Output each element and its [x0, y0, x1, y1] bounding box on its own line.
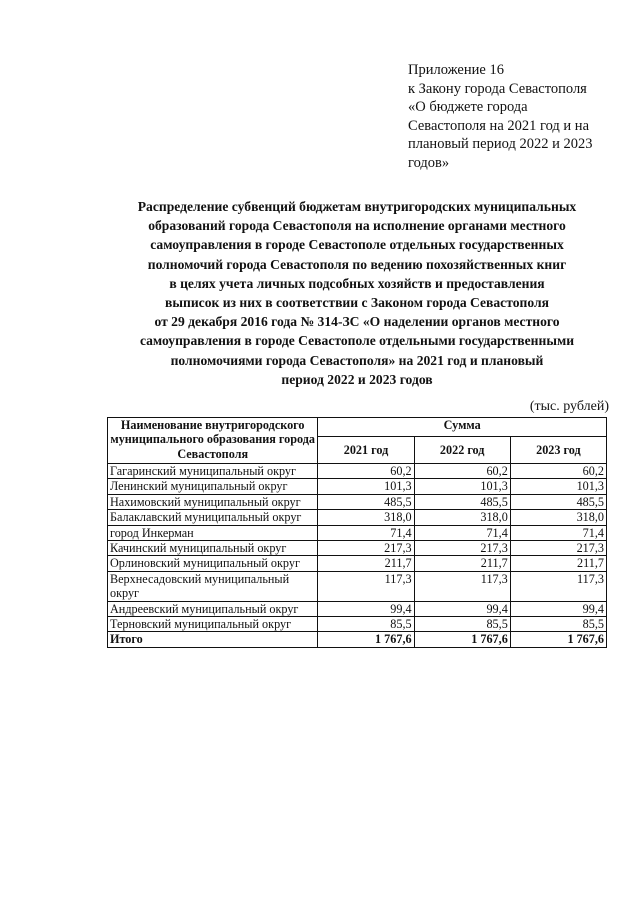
appendix-line: Севастополя на 2021 год и на	[408, 117, 590, 134]
year-header-2022: 2022 год	[414, 437, 510, 464]
value-2021: 217,3	[318, 541, 414, 556]
value-2023: 101,3	[510, 479, 606, 494]
value-2022: 318,0	[414, 510, 510, 525]
total-row	[108, 632, 607, 647]
value-2021: 211,7	[318, 556, 414, 571]
district-name: Верхнесадовский муниципальный округ	[108, 571, 318, 601]
name-column-header: Наименование внутригородского муниципального образования города Севастополя	[108, 418, 318, 464]
appendix-block	[408, 61, 628, 172]
district-name: город Инкерман	[108, 525, 318, 540]
table-row	[108, 556, 607, 571]
table-row	[108, 494, 607, 509]
table-row	[108, 541, 607, 556]
value-2023: 217,3	[510, 541, 606, 556]
table-row	[108, 571, 607, 601]
total-label: Итого	[108, 632, 318, 647]
value-2022: 217,3	[414, 541, 510, 556]
units-label: (тыс. рублей)	[529, 399, 609, 414]
subsidy-table	[107, 417, 607, 648]
year-header-2021: 2021 год	[318, 437, 414, 464]
title-line: в целях учета личных подсобных хозяйств и предоставления	[169, 275, 545, 291]
title-line: Распределение субвенций бюджетам внутригородских муниципальных	[137, 199, 577, 214]
table-row	[108, 525, 607, 540]
value-2021: 318,0	[318, 510, 414, 525]
appendix-line: к Закону города Севастополя	[408, 80, 587, 97]
value-2021: 101,3	[318, 479, 414, 494]
value-2022: 485,5	[414, 494, 510, 509]
appendix-line: плановый период 2022 и 2023	[408, 136, 593, 152]
table-header-row	[108, 418, 607, 437]
total-2021: 1 767,6	[318, 632, 414, 647]
title-line: самоуправления в городе Севастополе отдельных государственных	[150, 237, 564, 253]
value-2023: 318,0	[510, 510, 606, 525]
district-name: Андреевский муниципальный округ	[108, 601, 318, 616]
title-line: образований города Севастополя на исполнение органами местного	[148, 218, 566, 234]
district-name: Гагаринский муниципальный округ	[108, 464, 318, 479]
title-line: от 29 декабря 2016 года № 314-ЗС «О наделении органов местного	[154, 314, 560, 330]
sum-column-header: Сумма	[318, 418, 607, 437]
value-2022: 71,4	[414, 525, 510, 540]
value-2023: 85,5	[510, 617, 606, 632]
value-2022: 211,7	[414, 556, 510, 571]
value-2023: 485,5	[510, 494, 606, 509]
total-2023: 1 767,6	[510, 632, 606, 647]
district-name: Балаклавский муниципальный округ	[108, 510, 318, 525]
table-row	[108, 479, 607, 494]
value-2023: 60,2	[510, 464, 606, 479]
value-2022: 99,4	[414, 601, 510, 616]
title-line: выписок из них в соответствии с Законом города Севастополя	[165, 295, 549, 311]
document-title	[100, 197, 614, 389]
value-2021: 71,4	[318, 525, 414, 540]
district-name: Терновский муниципальный округ	[108, 617, 318, 632]
district-name: Орлиновский муниципальный округ	[108, 556, 318, 571]
value-2023: 117,3	[510, 571, 606, 601]
year-header-2023: 2023 год	[510, 437, 606, 464]
title-line: полномочий города Севастополя по ведению похозяйственных книг	[147, 256, 567, 272]
table-row	[108, 601, 607, 616]
total-2022: 1 767,6	[414, 632, 510, 647]
value-2021: 85,5	[318, 617, 414, 632]
appendix-line: годов»	[408, 154, 450, 171]
value-2021: 117,3	[318, 571, 414, 601]
district-name: Ленинский муниципальный округ	[108, 479, 318, 494]
title-line: самоуправления в городе Севастополе отдельными государственными	[139, 333, 575, 349]
value-2022: 101,3	[414, 479, 510, 494]
value-2023: 71,4	[510, 525, 606, 540]
value-2021: 485,5	[318, 494, 414, 509]
district-name: Нахимовский муниципальный округ	[108, 494, 318, 509]
appendix-line: «О бюджете города	[408, 99, 528, 115]
value-2022: 117,3	[414, 571, 510, 601]
title-line: полномочиями города Севастополя» на 2021 год и плановый	[170, 352, 544, 368]
value-2023: 211,7	[510, 556, 606, 571]
appendix-line: Приложение 16	[408, 62, 504, 78]
district-name: Качинский муниципальный округ	[108, 541, 318, 556]
table-row	[108, 510, 607, 525]
table-row	[108, 617, 607, 632]
value-2021: 60,2	[318, 464, 414, 479]
value-2021: 99,4	[318, 601, 414, 616]
value-2022: 85,5	[414, 617, 510, 632]
table-body	[108, 464, 607, 648]
value-2023: 99,4	[510, 601, 606, 616]
value-2022: 60,2	[414, 464, 510, 479]
table-row	[108, 464, 607, 479]
title-line: период 2022 и 2023 годов	[281, 371, 433, 387]
